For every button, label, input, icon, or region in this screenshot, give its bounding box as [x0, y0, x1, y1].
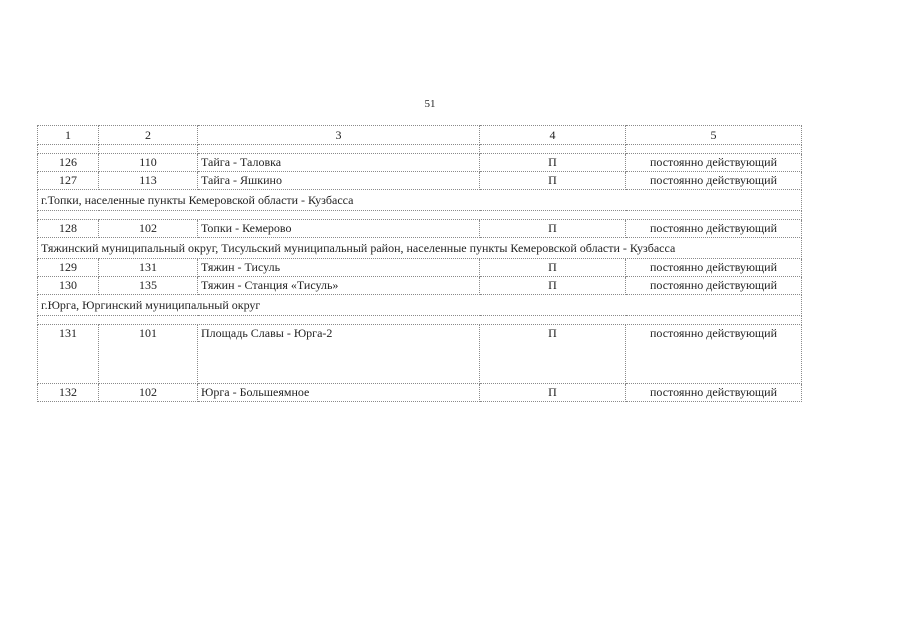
route-name: Тайга - Яшкино	[198, 172, 480, 190]
row-number: 128	[38, 220, 99, 238]
route-mode: постоянно действующий	[626, 154, 802, 172]
row-number: 132	[38, 384, 99, 402]
route-name: Тяжин - Тисуль	[198, 259, 480, 277]
header-row	[38, 126, 802, 145]
page-number: 51	[424, 98, 436, 110]
route-type: П	[480, 154, 626, 172]
route-number: 113	[99, 172, 198, 190]
row-number: 126	[38, 154, 99, 172]
section-row	[38, 190, 802, 211]
header-cell-2: 2	[99, 126, 198, 145]
spacer-row	[38, 145, 802, 154]
header-cell-4: 4	[480, 126, 626, 145]
table-row	[38, 325, 802, 384]
route-number: 131	[99, 259, 198, 277]
spacer-row	[38, 316, 802, 325]
route-mode: постоянно действующий	[626, 259, 802, 277]
row-number: 127	[38, 172, 99, 190]
section-row	[38, 238, 802, 259]
route-mode: постоянно действующий	[626, 220, 802, 238]
row-number: 130	[38, 277, 99, 295]
route-type: П	[480, 277, 626, 295]
route-name: Юрга - Большеямное	[198, 384, 480, 402]
route-type: П	[480, 172, 626, 190]
route-mode: постоянно действующий	[626, 172, 802, 190]
section-heading: г.Юрга, Юргинский муниципальный округ	[38, 295, 802, 316]
route-type: П	[480, 259, 626, 277]
table-row	[38, 259, 802, 277]
section-heading: г.Топки, населенные пункты Кемеровской области - Кузбасса	[38, 190, 802, 211]
header-cell-1: 1	[38, 126, 99, 145]
spacer-row	[38, 211, 802, 220]
route-number: 101	[99, 325, 198, 384]
route-type: П	[480, 325, 626, 384]
route-number: 110	[99, 154, 198, 172]
header-cell-3: 3	[198, 126, 480, 145]
route-name: Топки - Кемерово	[198, 220, 480, 238]
section-heading: Тяжинский муниципальный округ, Тисульский муниципальный район, населенные пункты Кемеровской области - Кузбасса	[38, 238, 802, 259]
route-number: 102	[99, 220, 198, 238]
table-row	[38, 172, 802, 190]
section-row	[38, 295, 802, 316]
route-number: 135	[99, 277, 198, 295]
header-cell-5: 5	[626, 126, 802, 145]
route-mode: постоянно действующий	[626, 325, 802, 384]
table-row	[38, 220, 802, 238]
table-row	[38, 154, 802, 172]
table-row	[38, 384, 802, 402]
route-mode: постоянно действующий	[626, 384, 802, 402]
routes-table	[37, 125, 802, 402]
route-type: П	[480, 384, 626, 402]
route-name: Тяжин - Станция «Тисуль»	[198, 277, 480, 295]
row-number: 131	[38, 325, 99, 384]
route-type: П	[480, 220, 626, 238]
route-mode: постоянно действующий	[626, 277, 802, 295]
route-name: Площадь Славы - Юрга-2	[198, 325, 480, 384]
route-number: 102	[99, 384, 198, 402]
row-number: 129	[38, 259, 99, 277]
table-row	[38, 277, 802, 295]
route-name: Тайга - Таловка	[198, 154, 480, 172]
